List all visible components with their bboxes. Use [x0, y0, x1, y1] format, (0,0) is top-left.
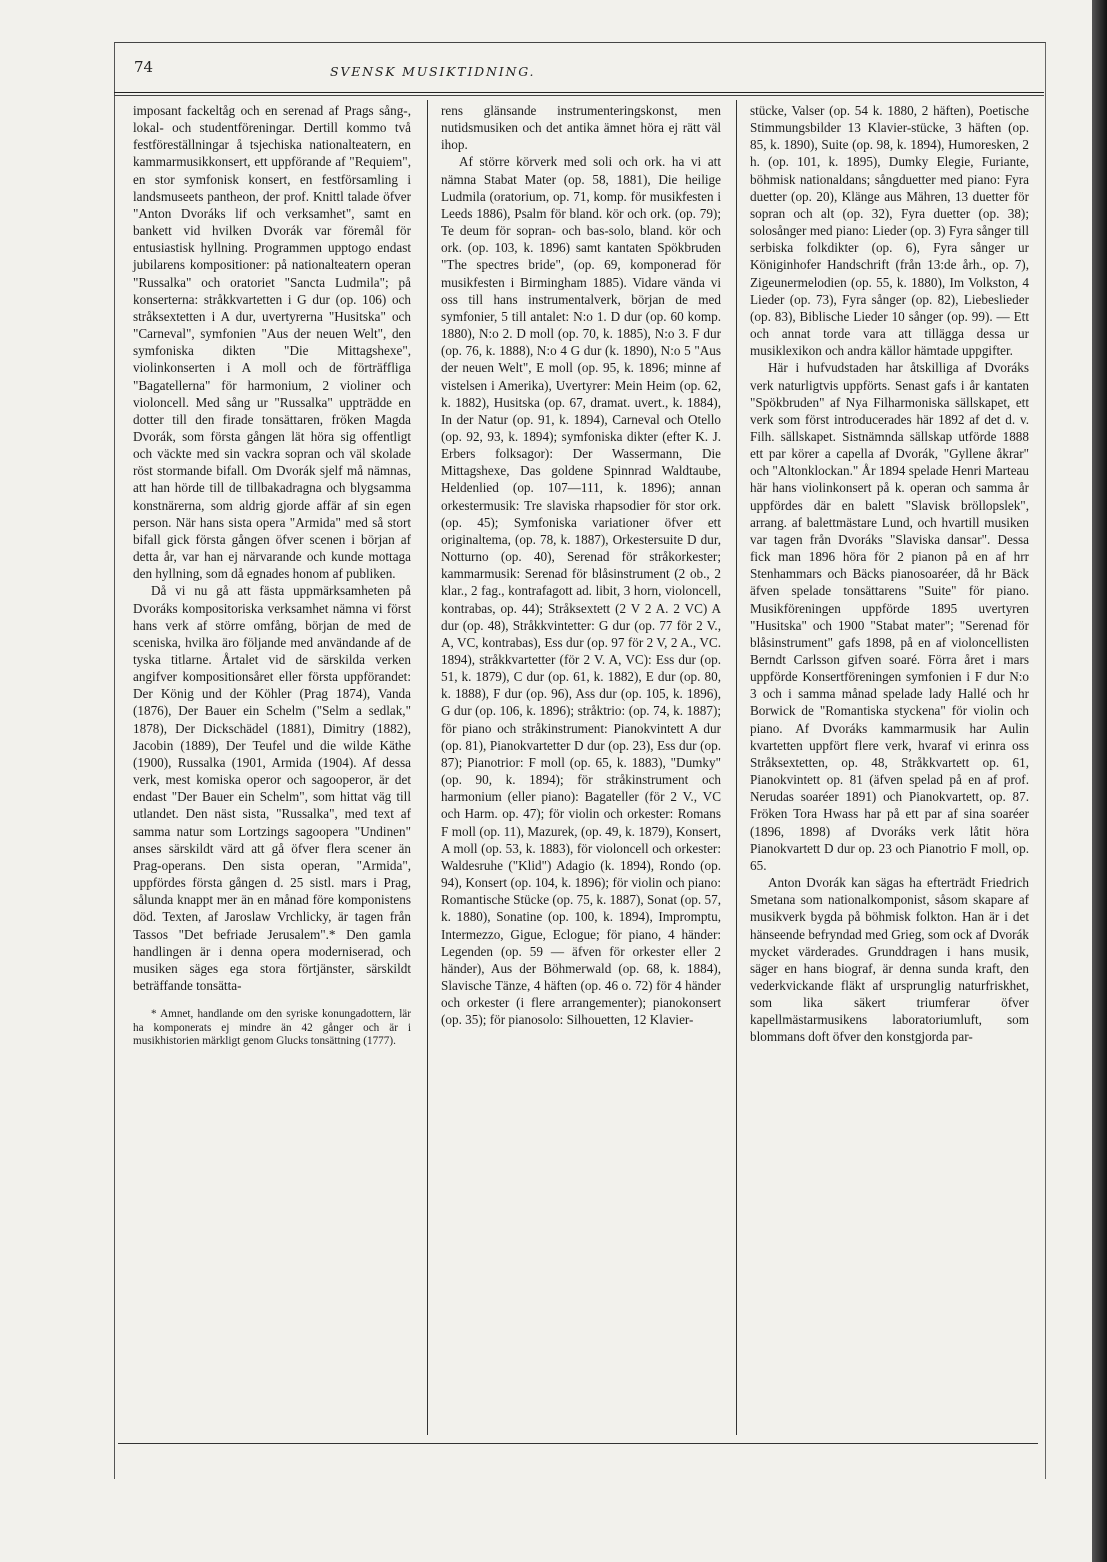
column-3-paragraph-2: Här i hufvudstaden har åtskilliga af Dvoráks verk naturligtvis uppförts. Senast gafs i år kantaten "Spökbruden" af Nya Filharmoniska sällskapet, ett verk som först introducerades här 1892 af det d. v. Filh. sällskapet. Sistnämnda sällskap utförde 1888 ett par körer a capella af Dvorák, "Gyllene åkrar" och "Altonklockan." År 1894 spelade Henri Marteau här hans violinkonsert på k. operan och samma år uppfördes där en balett "Slavisk bröllopslek", arrang. af balettmästare Lund, och hvartill musiken var tagen från Dvoráks "Slaviska dansar". Dessa fick man 1896 höra för 2 pianon på en af hrr Stenhammars och Bäcks pianosoaréer, då hr Bäck äfven spelade tonsättarens "Suite" för piano. Musikföreningen uppförde 1895 uvertyren "Husitska" och 1900 "Stabat mater"; "Serenad för blåsinstrument" gafs 1898, på en af violoncellisten Berndt Carlsson gifven soaré. Förra året i mars uppförde Konsertföreningen symfonien i F dur N:o 3 och i samma månad spelade lady Hallé och hr Borwick de "Romantiska styckena" för violin och piano. Af Dvoráks kammarmusik har Aulin kvartetten uppfört flere verk, hvaraf vi erinra oss Stråksextetten, op. 48, Stråkkvartett op. 61, Pianokvintett op. 81 (äfven spelad på en af prof. Nerudas soaréer 1891) och Pianokvartett, op. 87. Fröken Tora Hwass har på ett par af sina soaréer (1896, 1898) af Dvoráks verk låtit höra Pianokvartett D dur op. 23 och Pianotrio F moll, op. 65.: [750, 360, 1029, 873]
footnote: * Amnet, handlande om den syriske konungadottern, lär ha komponerats ej mindre än 42 gånger och är i musikhistorien märkligt genom Glucks tonsättning (1777).: [133, 1008, 411, 1048]
column-1-paragraph-2: Då vi nu gå att fästa uppmärksamheten på Dvoráks kompositoriska verksamhet nämna vi först hans verk af större omfång, början de med de sceniska, hvilka äro följande med användande af de tyska titlarne. Årtalet vid de särskilda verken angifver kompositionsåret eller första uppförandet: Der König und der Köhler (Prag 1874), Vanda (1876), Der Bauer ein Schelm ("Selm a sedlak," 1878), Der Dickschädel (1881), Dimitry (1882), Jacobin (1889), Der Teufel und die wilde Käthe (1900), Russalka (1901, Armida (1904). Af dessa verk, mest komiska operor och sagooperor, är det endast "Der Bauer ein Schelm", som hittat väg till utlandet. Den näst sista, "Russalka", med text af samma natur som Lortzings sagoopera "Undinen" anses särskildt värd att gå öfver flera scener än Prag-operans. Den sista operan, "Armida", uppfördes första gången d. 25 sistl. mars i Prag, sålunda knappt mer än en månad före komponistens död. Texten, af Jaroslaw Vrchlicky, är tagen från Tassos "Det befriade Jerusalem".* Den gamla handlingen är i denna opera moderniserad, och musiken säges ega stora förtjänster, särskildt beträffande tonsätta-: [133, 583, 411, 993]
column-3-paragraph-3: Anton Dvorák kan sägas ha efterträdt Friedrich Smetana som nationalkomponist, såsom skapare af musikverk bygda på böhmisk folkton. Han är i det hänseende befryndad med Grieg, som ock af Dvorák mycket värderades. Grunddragen i hans musik, säger en hans biograf, är denna sunda kraft, den vederkvickande fläkt af ursprunglig naturfriskhet, som lika säkert triumferar öfver kapellmästarmusikens laboratoriumluft, som blommans doft öfver den konstgjorda par-: [750, 875, 1029, 1045]
running-title: SVENSK MUSIKTIDNING.: [330, 64, 536, 79]
column-1: [133, 102, 411, 1049]
column-2-paragraph-1: rens glänsande instrumenteringskonst, men nutidsmusiken och det antika ämnet höra ej rätt väl ihop.: [441, 103, 721, 153]
page-number: 74: [134, 58, 154, 76]
column-3: [750, 102, 1029, 1046]
column-2-paragraph-2: Af större körverk med soli och ork. ha vi att nämna Stabat Mater (op. 58, 1881), Die heilige Ludmila (oratorium, op. 71, komp. för musikfesten i Leeds 1886), Psalm för bland. kör och ork. (op. 79); Te deum för sopran- och bas-solo, bland. kör och ork. (op. 103, k. 1896) samt kantaten Spökbruden "The spectres bride", (op. 69, komponerad för musikfesten i Birmingham 1885). Vidare vända vi oss till hans instrumentalverk, början de med symfonier, 5 till antalet: N:o 1. D dur (op. 60 komp. 1880), N:o 2. D moll (op. 70, k. 1885), N:o 3. F dur (op. 76, k. 1888), N:o 4 G dur (k. 1890), N:o 5 "Aus der neuen Welt", E moll (op. 95, k. 1896; minne af vistelsen i Amerika), Uvertyrer: Mein Heim (op. 62, k. 1882), Husitska (op. 67, dramat. uvert., k. 1884), In der Natur (op. 91, k. 1894), Carneval och Otello (op. 92, 93, k. 1894); symfoniska dikter (efter K. J. Erbers folksagor): Der Wassermann, Die Mittagshexe, Das goldene Spinnrad Waldtaube, Heldenlied (op. 107—111, k. 1896); annan orkestermusik: Tre slaviska rhapsodier för stor ork. (op. 45); Symfoniska variationer öfver ett originaltema, (op. 78, k. 1887), Orkestersuite D dur, Notturno (op. 40), Serenad för stråkorkester; kammarmusik: Serenad för blåsinstrument (2 ob., 2 klar., 2 fag., kontrafagott ad. libit, 3 horn, violoncell, kontrabas, op. 44); Stråksextett (2 V 2 A. 2 VC) A dur (op. 48), Stråkkvintetter: G dur (op. 77 för 2 V., A, VC, kontrabas), Ess dur (op. 97 för 2 V, 2 A., VC. 1894), stråkkvartetter (för 2 V. A, VC): Ess dur (op. 51, k. 1879), C dur (op. 61, k. 1882), E dur (op. 80, k. 1888), F dur (op. 96), Ass dur (op. 105, k. 1896), G dur (op. 106, k. 1896); stråktrio: (op. 74, k. 1887); för piano och stråkinstrument: Pianokvintett A dur (op. 81), Pianokvartetter D dur (op. 23), Ess dur (op. 87); Pianotrior: F moll (op. 65, k. 1883), "Dumky" (op. 90, k. 1894); för stråkinstrument och harmonium (eller piano): Bagateller (för 2 V., VC och Harm. op. 47); för violin och orkester: Romans F moll (op. 11), Mazurek, (op. 49, k. 1879), Konsert, A moll (op. 53, k. 1883), för violoncell och orkester: Waldesruhe ("Klid") Adagio (k. 1894), Rondo (op. 94), Konsert (op. 104, k. 1896); för violin och piano: Romantische Stücke (op. 75, k. 1887), Sonat (op. 57, k. 1880), Sonatine (op. 100, k. 1894), Impromptu, Intermezzo, Gigue, Eclogue; för piano, 4 händer: Legenden (op. 59 — äfven för orkester eller 2 händer), Aus der Böhmerwald (op. 68, k. 1884), Slavische Tänze, 4 häften (op. 46 o. 72) för 4 händer och orkester (i flere arrangementer); pianokonsert (op. 35); för pianosolo: Silhouetten, 12 Klavier-: [441, 154, 721, 1028]
header-rule-secondary: [114, 95, 1044, 96]
column-3-paragraph-1: stücke, Valser (op. 54 k. 1880, 2 häften), Poetische Stimmungsbilder 13 Klavier-stücke, 3 häften (op. 85, k. 1890), Suite (op. 98, k. 1894), Humoresken, 2 h. (op. 101, k. 1895), Dumky Elegie, Furiante, böhmisk nationaldans; sångduetter med piano: Fyra duetter (op. 20), Klänge aus Mähren, 13 duetter för sopran och alt (op. 32), Fyra duetter (op. 38); solosånger med piano: Lieder (op. 3) Fyra sånger till serbiska folkdikter (op. 6), Fyra sånger ur Königinhofer Handschrift (från 13:de årh., op. 7), Zigeunermelodien (op. 55, k. 1880), Im Volkston, 4 Lieder (op. 73), Fyra sånger (op. 82), Liebeslieder (op. 83), Biblische Lieder 10 sånger (op. 99). — Ett och annat torde vara att tillägga dessa ur musiklexikon och andra källor hämtade uppgifter.: [750, 103, 1029, 359]
header-rule: [114, 92, 1044, 93]
bottom-rule: [118, 1443, 1038, 1444]
column-divider-2: [736, 100, 737, 1435]
scan-edge: [1092, 0, 1107, 1562]
column-divider-1: [427, 100, 428, 1435]
column-2: [441, 102, 721, 1028]
column-1-paragraph-1: imposant fackeltåg och en serenad af Prags sång-, lokal- och studentföreningar. Dertill kommo två festföreställningar å tsjechiska nationalteatern, en kammarmusikkonsert, ett uppförande af "Requiem", en stor symfonisk konsert, en festförsamling i landsmuseets pantheon, der prof. Knittl talade öfver "Anton Dvoráks lif och verksamhet", samt en bankett vid hvilken Dvorák var föremål för entusiastisk hyllning. Programmen upptogo endast jubilarens kompositioner: på nationalteatern operan "Russalka" och oratoriet "Sancta Ludmila"; på konserterna: stråkkvartetten i G dur (op. 106) och stråksextetten i A dur, uvertyrerna "Husitska" och "Carneval", symfonien "Aus der neuen Welt", den symfoniska dikten "Die Mittagshexe", violinkonserten i A moll och de förträffliga "Bagatellerna" för harmonium, 2 violiner och violoncell. Med sång ur "Russalka" uppträdde en dotter till den firade tonsättaren, fröken Magda Dvorák, som första gången lät höra sig offentligt och väckte med sin vackra sopran och väl skolade röst stormande bifall. Om Dvorák sjelf må nämnas, att han hörde till de tillbakadragna och blygsamma konstnärerna, som aldrig gjorde affär af sin egen person. När hans sista opera "Armida" med så stort bifall gick första gången öfver scenen i början af detta år, var han ej närvarande och kunde mottaga den hyllning, som då egnades honom af publiken.: [133, 103, 411, 582]
